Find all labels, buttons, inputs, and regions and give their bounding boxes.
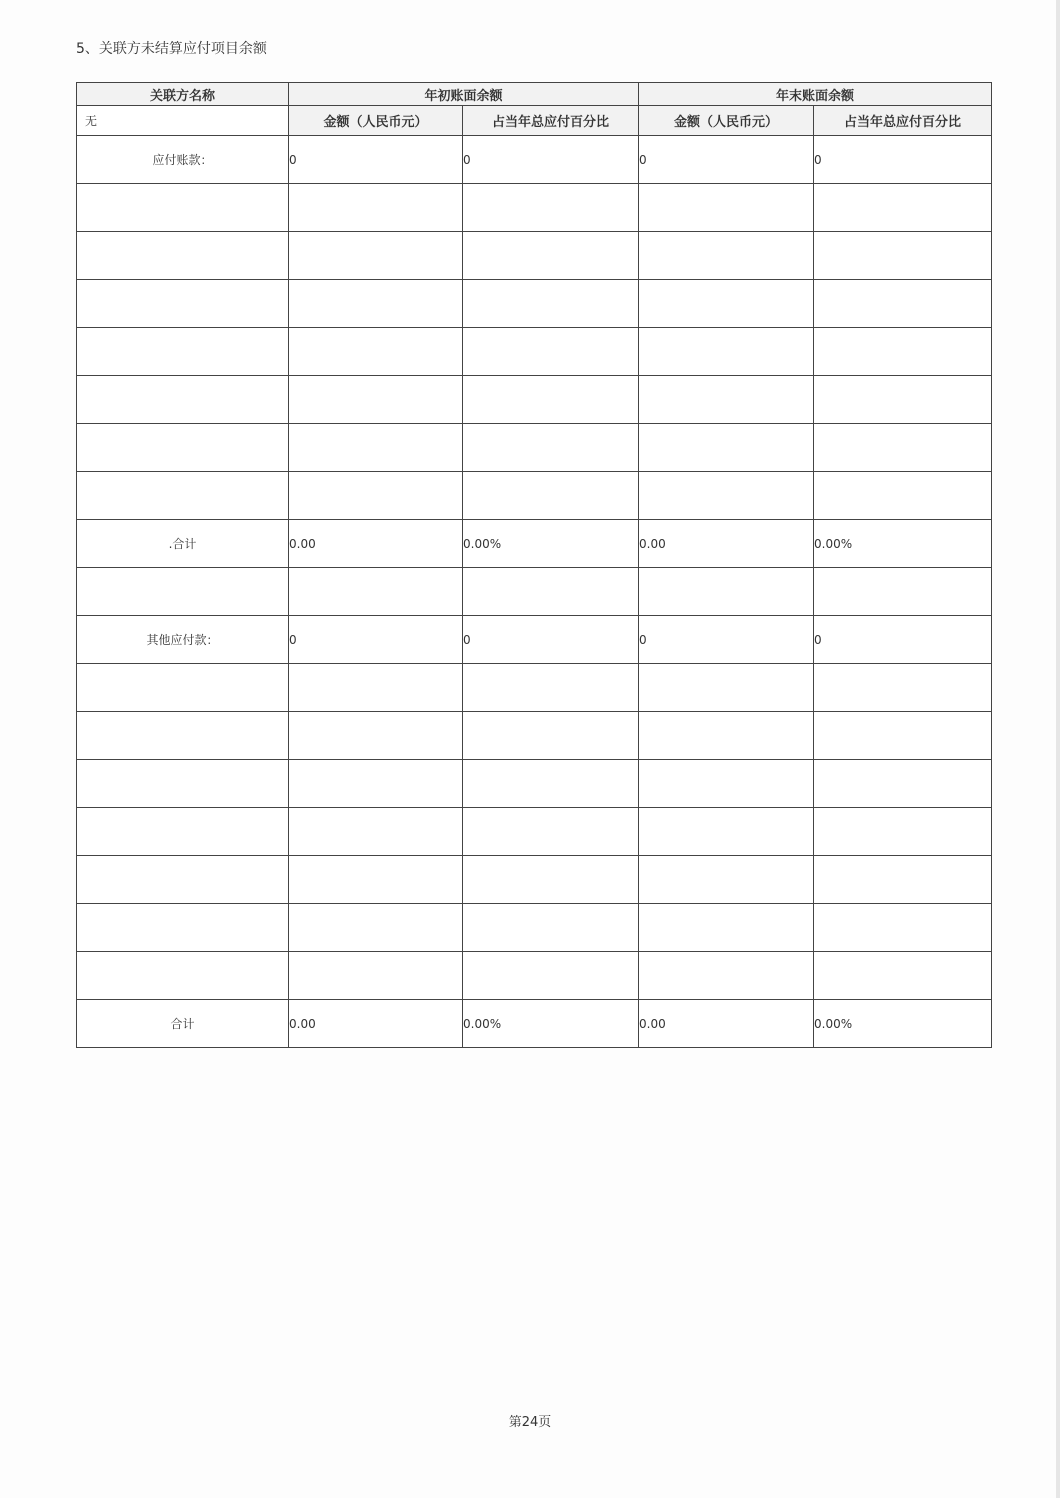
header-end-amount: 金额（人民币元）: [639, 106, 814, 136]
table-row: [77, 232, 992, 280]
scan-edge: [1056, 0, 1060, 1498]
table-row: [77, 664, 992, 712]
payables-total-label: .合计: [77, 520, 289, 568]
other-payables-end-percent: 0: [814, 616, 992, 664]
header-party-name: 关联方名称: [77, 83, 289, 106]
party-none-value: 无: [77, 106, 289, 136]
header-ending-balance: 年末账面余额: [639, 83, 992, 106]
payables-begin-percent: 0: [463, 136, 639, 184]
header-begin-amount: 金额（人民币元）: [289, 106, 463, 136]
table-row: [77, 568, 992, 616]
related-party-payables-table: [76, 82, 992, 1048]
table-row: [77, 856, 992, 904]
payables-total-row: [77, 520, 992, 568]
other-payables-row: [77, 616, 992, 664]
section-title: 5、关联方未结算应付项目余额: [76, 41, 267, 57]
table-row: [77, 808, 992, 856]
other-payables-begin-percent: 0: [463, 616, 639, 664]
other-payables-begin-amount: 0: [289, 616, 463, 664]
header-row-2: [77, 106, 992, 136]
payables-begin-amount: 0: [289, 136, 463, 184]
table-row: [77, 376, 992, 424]
payables-total-begin-amount: 0.00: [289, 520, 463, 568]
payables-end-amount: 0: [639, 136, 814, 184]
other-payables-end-amount: 0: [639, 616, 814, 664]
table-row: [77, 424, 992, 472]
table-row: [77, 904, 992, 952]
payables-label: 应付账款：: [77, 136, 289, 184]
header-begin-percent: 占当年总应付百分比: [463, 106, 639, 136]
payables-total-end-amount: 0.00: [639, 520, 814, 568]
other-payables-total-label: 合计: [77, 1000, 289, 1048]
header-end-percent: 占当年总应付百分比: [814, 106, 992, 136]
payables-total-end-percent: 0.00%: [814, 520, 992, 568]
table-row: [77, 712, 992, 760]
other-payables-total-begin-amount: 0.00: [289, 1000, 463, 1048]
other-payables-total-end-percent: 0.00%: [814, 1000, 992, 1048]
table-row: [77, 280, 992, 328]
table-row: [77, 952, 992, 1000]
header-beginning-balance: 年初账面余额: [289, 83, 639, 106]
table-row: [77, 760, 992, 808]
payables-total-begin-percent: 0.00%: [463, 520, 639, 568]
table-row: [77, 184, 992, 232]
payables-row: [77, 136, 992, 184]
table-row: [77, 472, 992, 520]
other-payables-label: 其他应付款：: [77, 616, 289, 664]
table-row: [77, 328, 992, 376]
header-row-1: [77, 83, 992, 106]
page-number: 第24页: [508, 1415, 552, 1430]
payables-end-percent: 0: [814, 136, 992, 184]
other-payables-total-end-amount: 0.00: [639, 1000, 814, 1048]
other-payables-total-begin-percent: 0.00%: [463, 1000, 639, 1048]
other-payables-total-row: [77, 1000, 992, 1048]
